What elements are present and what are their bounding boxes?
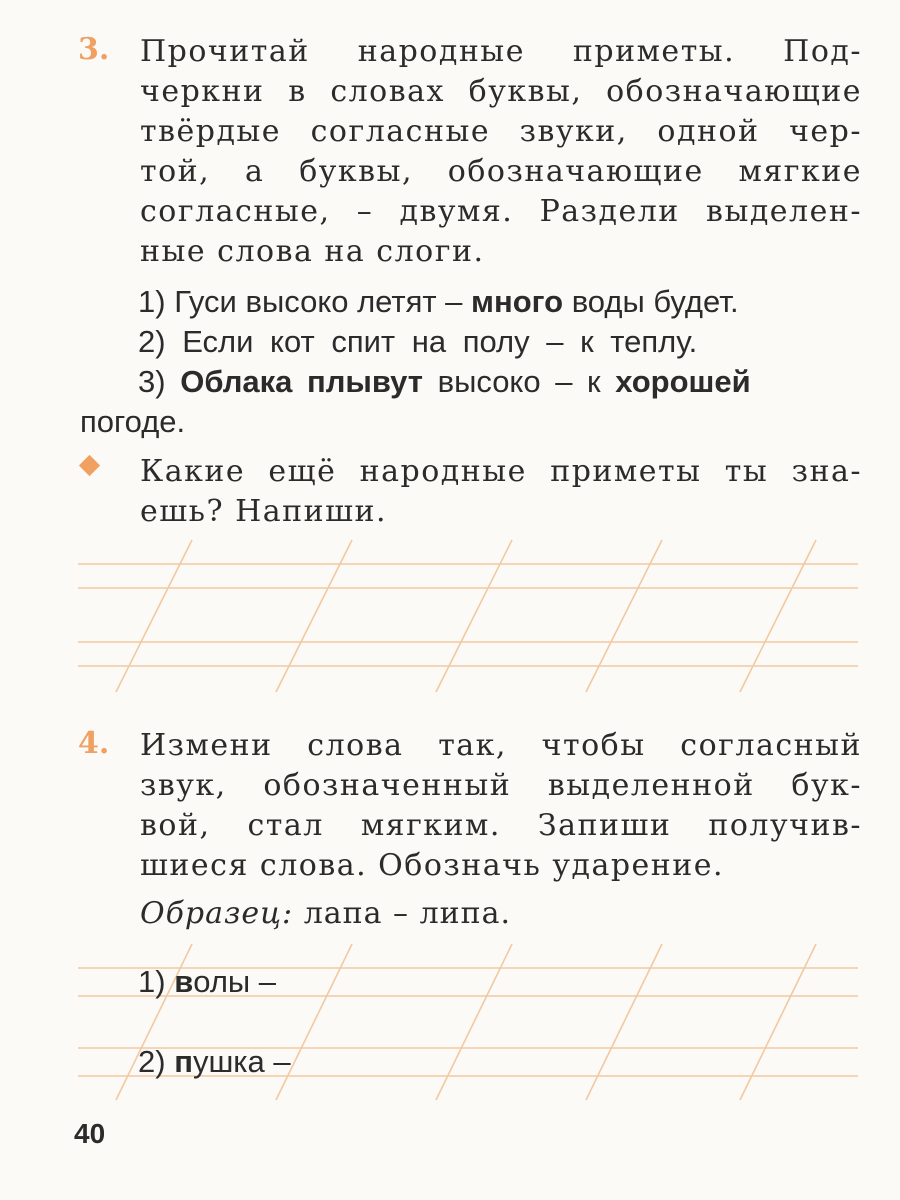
- proverb-number: 2): [138, 324, 166, 359]
- task-3-instructions: [140, 32, 862, 272]
- extra-question-line: Какие ещё народные приметы ты зна-: [140, 454, 862, 489]
- writing-area-1[interactable]: [0, 530, 900, 710]
- diamond-bullet-icon: [79, 455, 100, 476]
- task-3-line: согласные, – двумя. Раздели выделен-: [140, 194, 862, 229]
- extra-question: [140, 452, 862, 532]
- proverb-bold-word: Облака плывут: [180, 364, 423, 399]
- task-3-line: черкни в словах буквы, обозначающие: [140, 74, 862, 109]
- item-1: [138, 962, 276, 1002]
- task-4-instructions: [140, 726, 862, 886]
- proverb-text: Гуси высоко летят –: [165, 284, 472, 319]
- page-number: 40: [74, 1118, 106, 1149]
- sample-text: лапа – липа.: [293, 896, 512, 931]
- task-4-line: Измени слова так, чтобы согласный: [140, 728, 862, 763]
- proverb-3: [138, 362, 751, 402]
- sample: [140, 894, 511, 934]
- task-4-line: шиеся слова. Обозначь ударение.: [140, 848, 725, 883]
- sample-label: Образец:: [140, 896, 294, 931]
- item-number: 2): [138, 1044, 166, 1079]
- item-word: ушка –: [192, 1044, 291, 1079]
- proverb-text: Если кот спит на полу – к теплу.: [165, 324, 698, 359]
- task-4-number: 4.: [78, 726, 110, 761]
- proverb-3-continuation: погоде.: [80, 404, 186, 439]
- extra-question-line: ешь? Напиши.: [140, 494, 388, 529]
- task-4-line: вой, стал мягким. Запиши получив-: [140, 808, 862, 843]
- proverb-2: [138, 322, 697, 362]
- proverb-1: [138, 282, 739, 322]
- highlighted-letter: п: [174, 1044, 193, 1079]
- proverb-number: 3): [138, 364, 166, 399]
- task-3-line: твёрдые согласные звуки, одной чер-: [140, 114, 862, 149]
- task-4-line: звук, обозначенный выделенной бук-: [140, 768, 862, 803]
- proverb-text: [166, 364, 181, 399]
- highlighted-letter: в: [174, 964, 194, 999]
- task-3-line: той, а буквы, обозначающие мягкие: [140, 154, 862, 189]
- task-3-line: Прочитай народные приметы. Под-: [140, 34, 862, 69]
- task-3-number: 3.: [78, 32, 110, 67]
- item-number: 1): [138, 964, 166, 999]
- task-3-line: ные слова на слоги.: [140, 234, 485, 269]
- item-2: [138, 1042, 291, 1082]
- proverb-bold-word: много: [471, 284, 564, 319]
- proverb-text: высоко – к: [422, 364, 616, 399]
- proverb-bold-word: хорошей: [615, 364, 751, 399]
- writing-area-2[interactable]: [0, 940, 900, 1110]
- proverb-text: воды будет.: [563, 284, 739, 319]
- proverb-number: 1): [138, 284, 166, 319]
- item-word: олы –: [193, 964, 277, 999]
